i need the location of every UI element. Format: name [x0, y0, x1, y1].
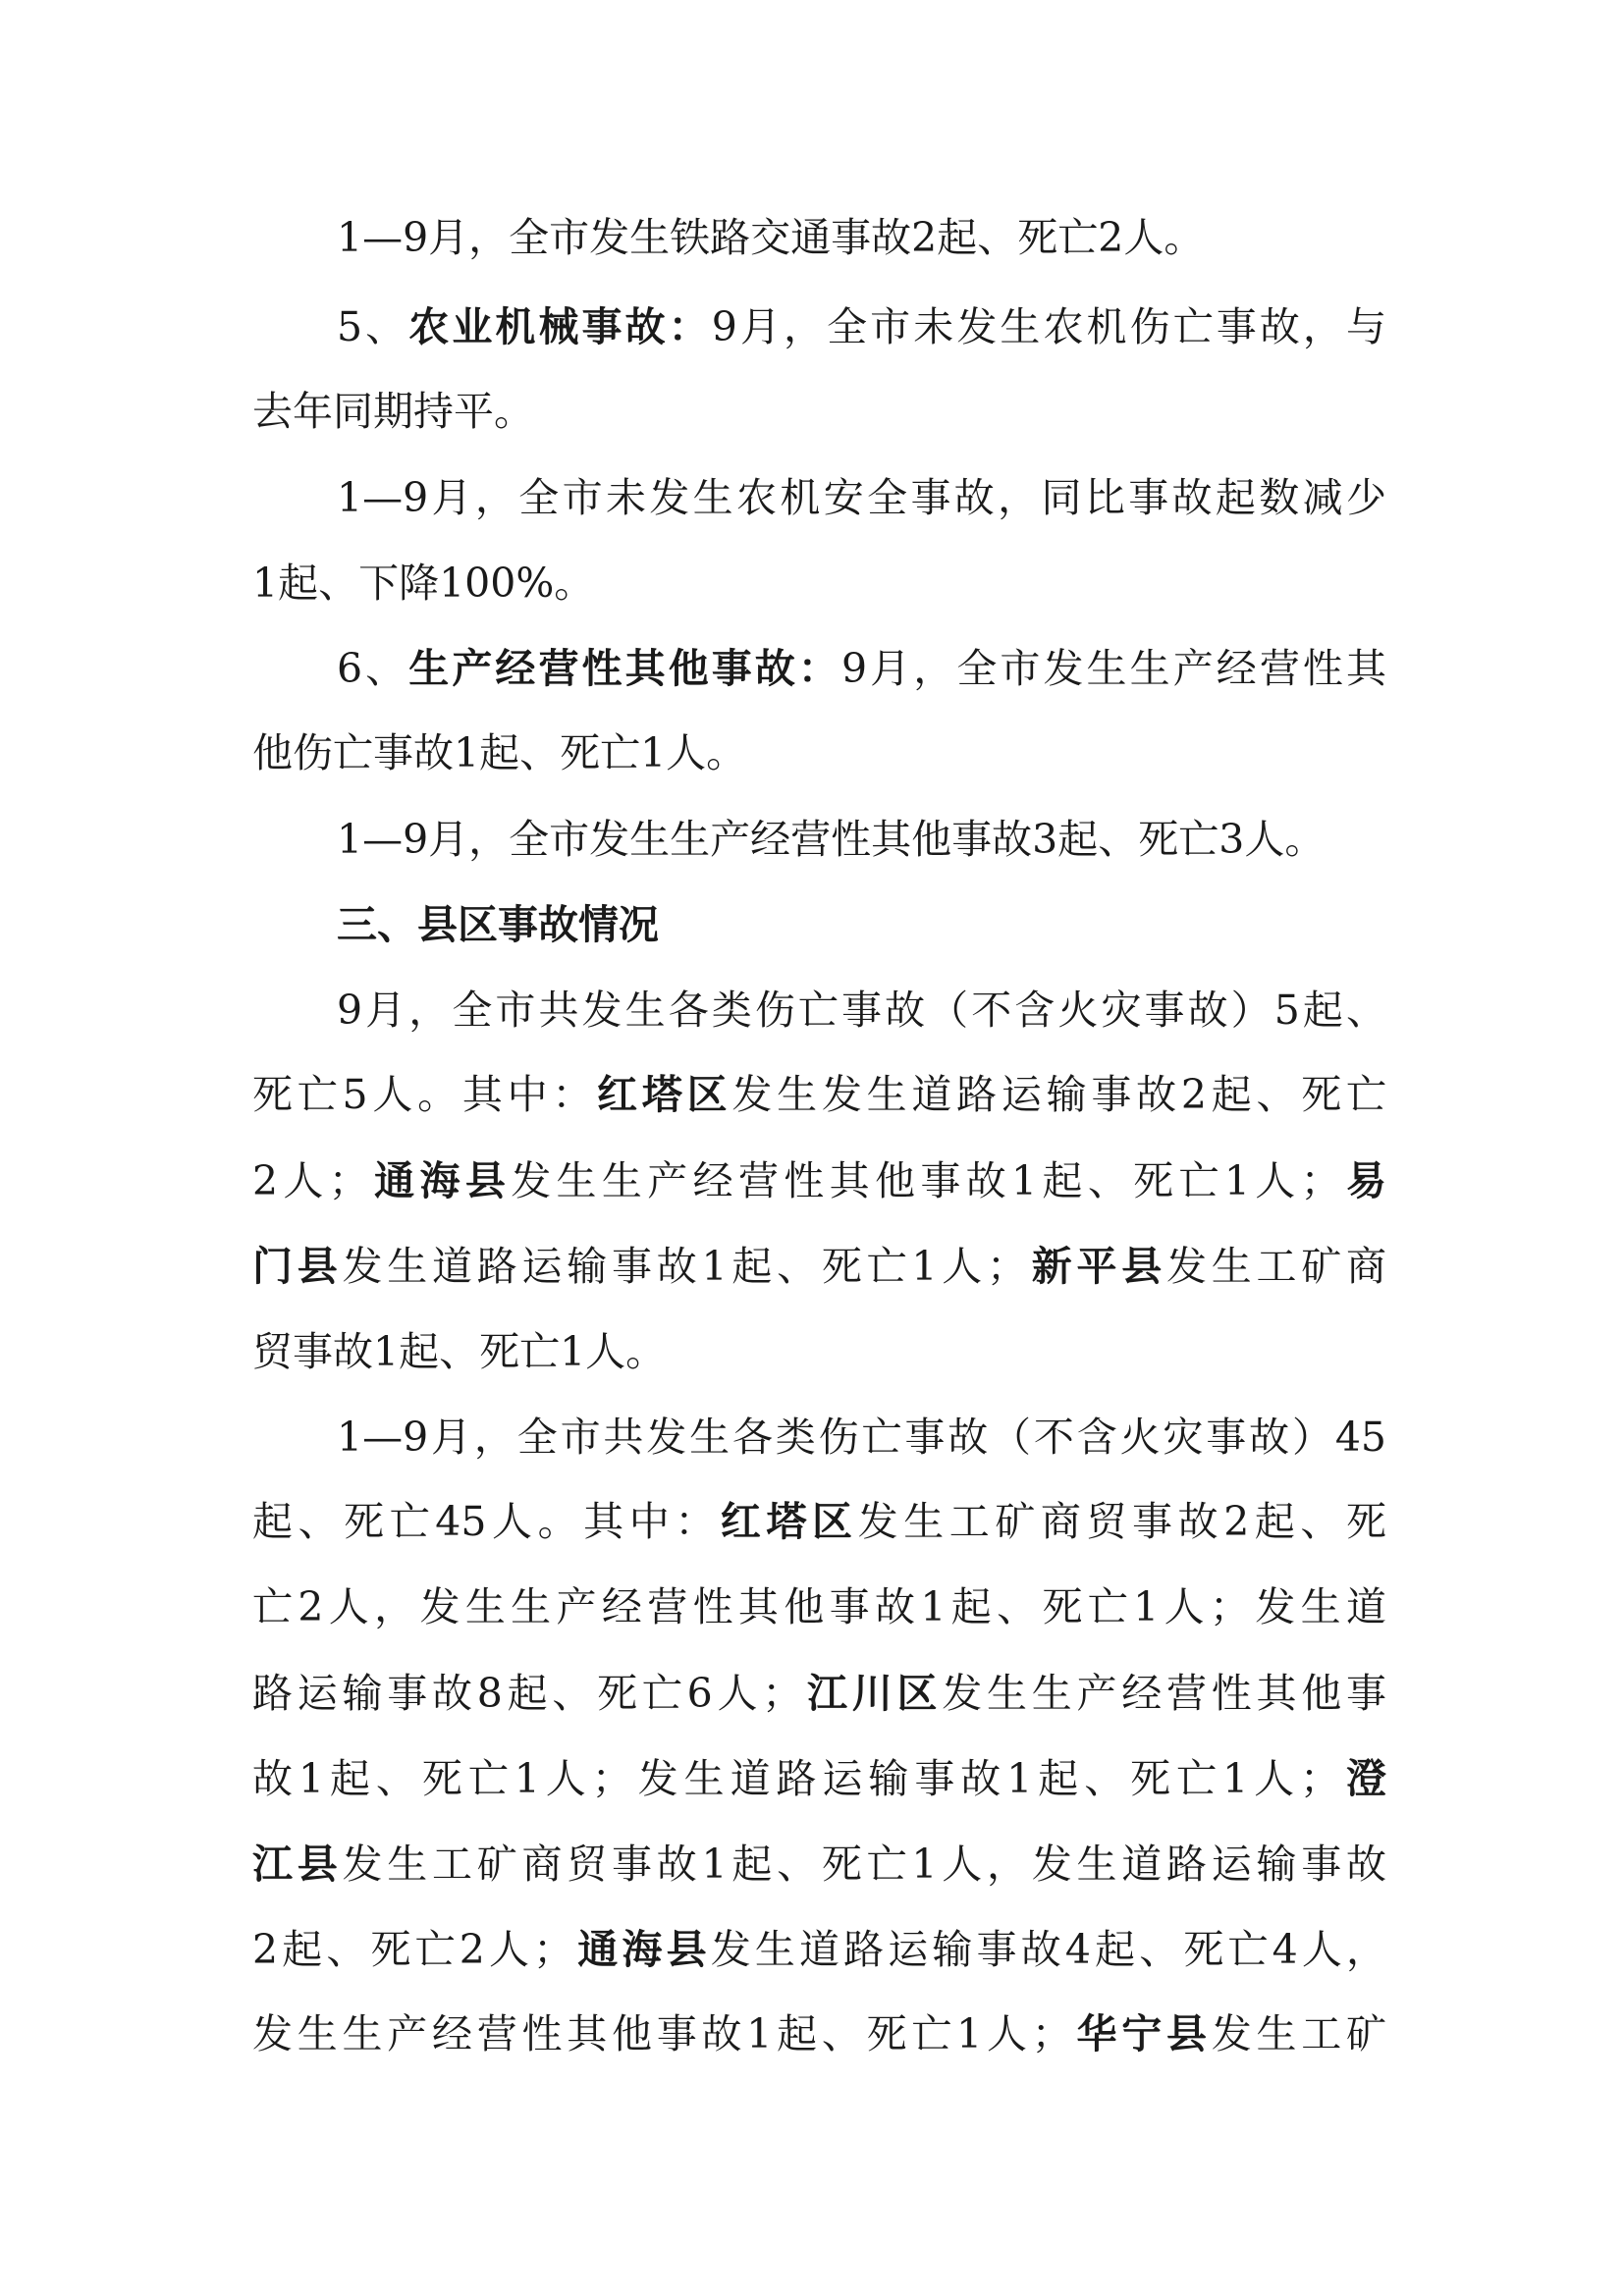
paragraph-line [252, 1835, 1386, 1894]
paragraph-line [252, 1749, 1386, 1808]
section-label-agri-machinery: 农业机械事故： [408, 303, 712, 350]
text-run: 发生工矿商贸事故1起、死亡1人，发生道路运输事故 [342, 1841, 1387, 1888]
text-run: 1—9月，全市发生铁路交通事故2起、死亡2人。 [337, 214, 1205, 261]
section-label-other-production: 生产经营性其他事故： [408, 645, 842, 692]
county-name-chengjiang-part2: 江县 [252, 1841, 343, 1888]
paragraph-line [252, 723, 1386, 782]
county-name-tonghai: 通海县 [368, 1157, 512, 1204]
county-name-yimen-part2: 门县 [252, 1243, 343, 1290]
text-run: 9月，全市共发生各类伤亡事故（不含火灾事故）5起、 [337, 987, 1386, 1034]
paragraph-county-sept [337, 981, 1386, 1040]
text-run: 故1起、死亡1人；发生道路运输事故1起、死亡1人； [252, 1755, 1341, 1802]
paragraph-line [252, 382, 1386, 441]
paragraph-line [252, 1065, 1386, 1124]
paragraph-line [252, 2004, 1386, 2063]
paragraph-agri-ytd [337, 468, 1386, 527]
text-run: 贸事故1起、死亡1人。 [252, 1328, 667, 1375]
section-heading-county [337, 895, 1386, 954]
text-run: 发生生产经营性其他事故1起、死亡1人； [252, 2010, 1072, 2057]
text-run: 发生工矿商贸事故2起、死 [857, 1498, 1387, 1545]
text-run: 2人； [252, 1157, 369, 1204]
text-run: 亡2人，发生生产经营性其他事故1起、死亡1人；发生道 [252, 1583, 1386, 1630]
text-run: 他伤亡事故1起、死亡1人。 [252, 729, 747, 776]
text-run: 发生道路运输事故4起、死亡4人， [710, 1926, 1386, 1973]
text-run: 起、死亡45人。其中： [252, 1498, 721, 1545]
heading-text: 三、县区事故情况 [337, 901, 659, 948]
text-run: 1—9月，全市未发生农机安全事故，同比事故起数减少 [337, 474, 1386, 521]
paragraph-line [252, 1151, 1386, 1210]
text-run: 路运输事故8起、死亡6人； [252, 1670, 803, 1717]
county-name-huaning: 华宁县 [1071, 2010, 1212, 2057]
county-name-hongta: 红塔区 [720, 1498, 858, 1545]
text-run: 去年同期持平。 [252, 388, 534, 435]
paragraph-line [252, 554, 1386, 613]
paragraph-other-production [337, 639, 1386, 698]
text-run: 1—9月，全市发生生产经营性其他事故3起、死亡3人。 [337, 816, 1326, 863]
text-run: 9月，全市发生生产经营性其 [841, 645, 1387, 692]
text-run: 5、 [337, 303, 409, 350]
paragraph-railway-ytd [337, 208, 1386, 267]
text-run: 发生发生道路运输事故2起、死亡 [731, 1071, 1386, 1118]
paragraph-other-production-ytd [337, 810, 1386, 869]
text-run: 发生道路运输事故1起、死亡1人； [342, 1243, 1027, 1290]
county-name-jiangchuan: 江川区 [802, 1670, 943, 1717]
text-run: 发生工矿 [1211, 2010, 1387, 2057]
county-name-yimen-part1: 易 [1340, 1157, 1387, 1204]
paragraph-county-ytd [337, 1408, 1386, 1467]
paragraph-line [252, 1237, 1386, 1296]
text-run: 1—9月，全市共发生各类伤亡事故（不含火灾事故）45 [337, 1414, 1386, 1461]
text-run: 2起、死亡2人； [252, 1926, 574, 1973]
paragraph-line [252, 1664, 1386, 1723]
text-run: 发生生产经营性其他事 [942, 1670, 1387, 1717]
text-run: 死亡5人。其中： [252, 1071, 598, 1118]
text-run: 6、 [337, 645, 409, 692]
paragraph-line [252, 1577, 1386, 1636]
county-name-tonghai: 通海县 [573, 1926, 711, 1973]
paragraph-line [252, 1492, 1386, 1551]
paragraph-line [252, 1920, 1386, 1979]
text-run: 1起、下降100%。 [252, 560, 595, 607]
county-name-hongta: 红塔区 [597, 1071, 732, 1118]
text-run: 9月，全市未发生农机伤亡事故，与 [711, 303, 1386, 350]
paragraph-line [252, 1322, 1386, 1381]
text-run: 发生生产经营性其他事故1起、死亡1人； [511, 1157, 1341, 1204]
text-run: 发生工矿商 [1166, 1243, 1387, 1290]
county-name-xinping: 新平县 [1026, 1243, 1166, 1290]
paragraph-agri-machinery [337, 297, 1386, 356]
county-name-chengjiang-part1: 澄 [1340, 1755, 1387, 1802]
